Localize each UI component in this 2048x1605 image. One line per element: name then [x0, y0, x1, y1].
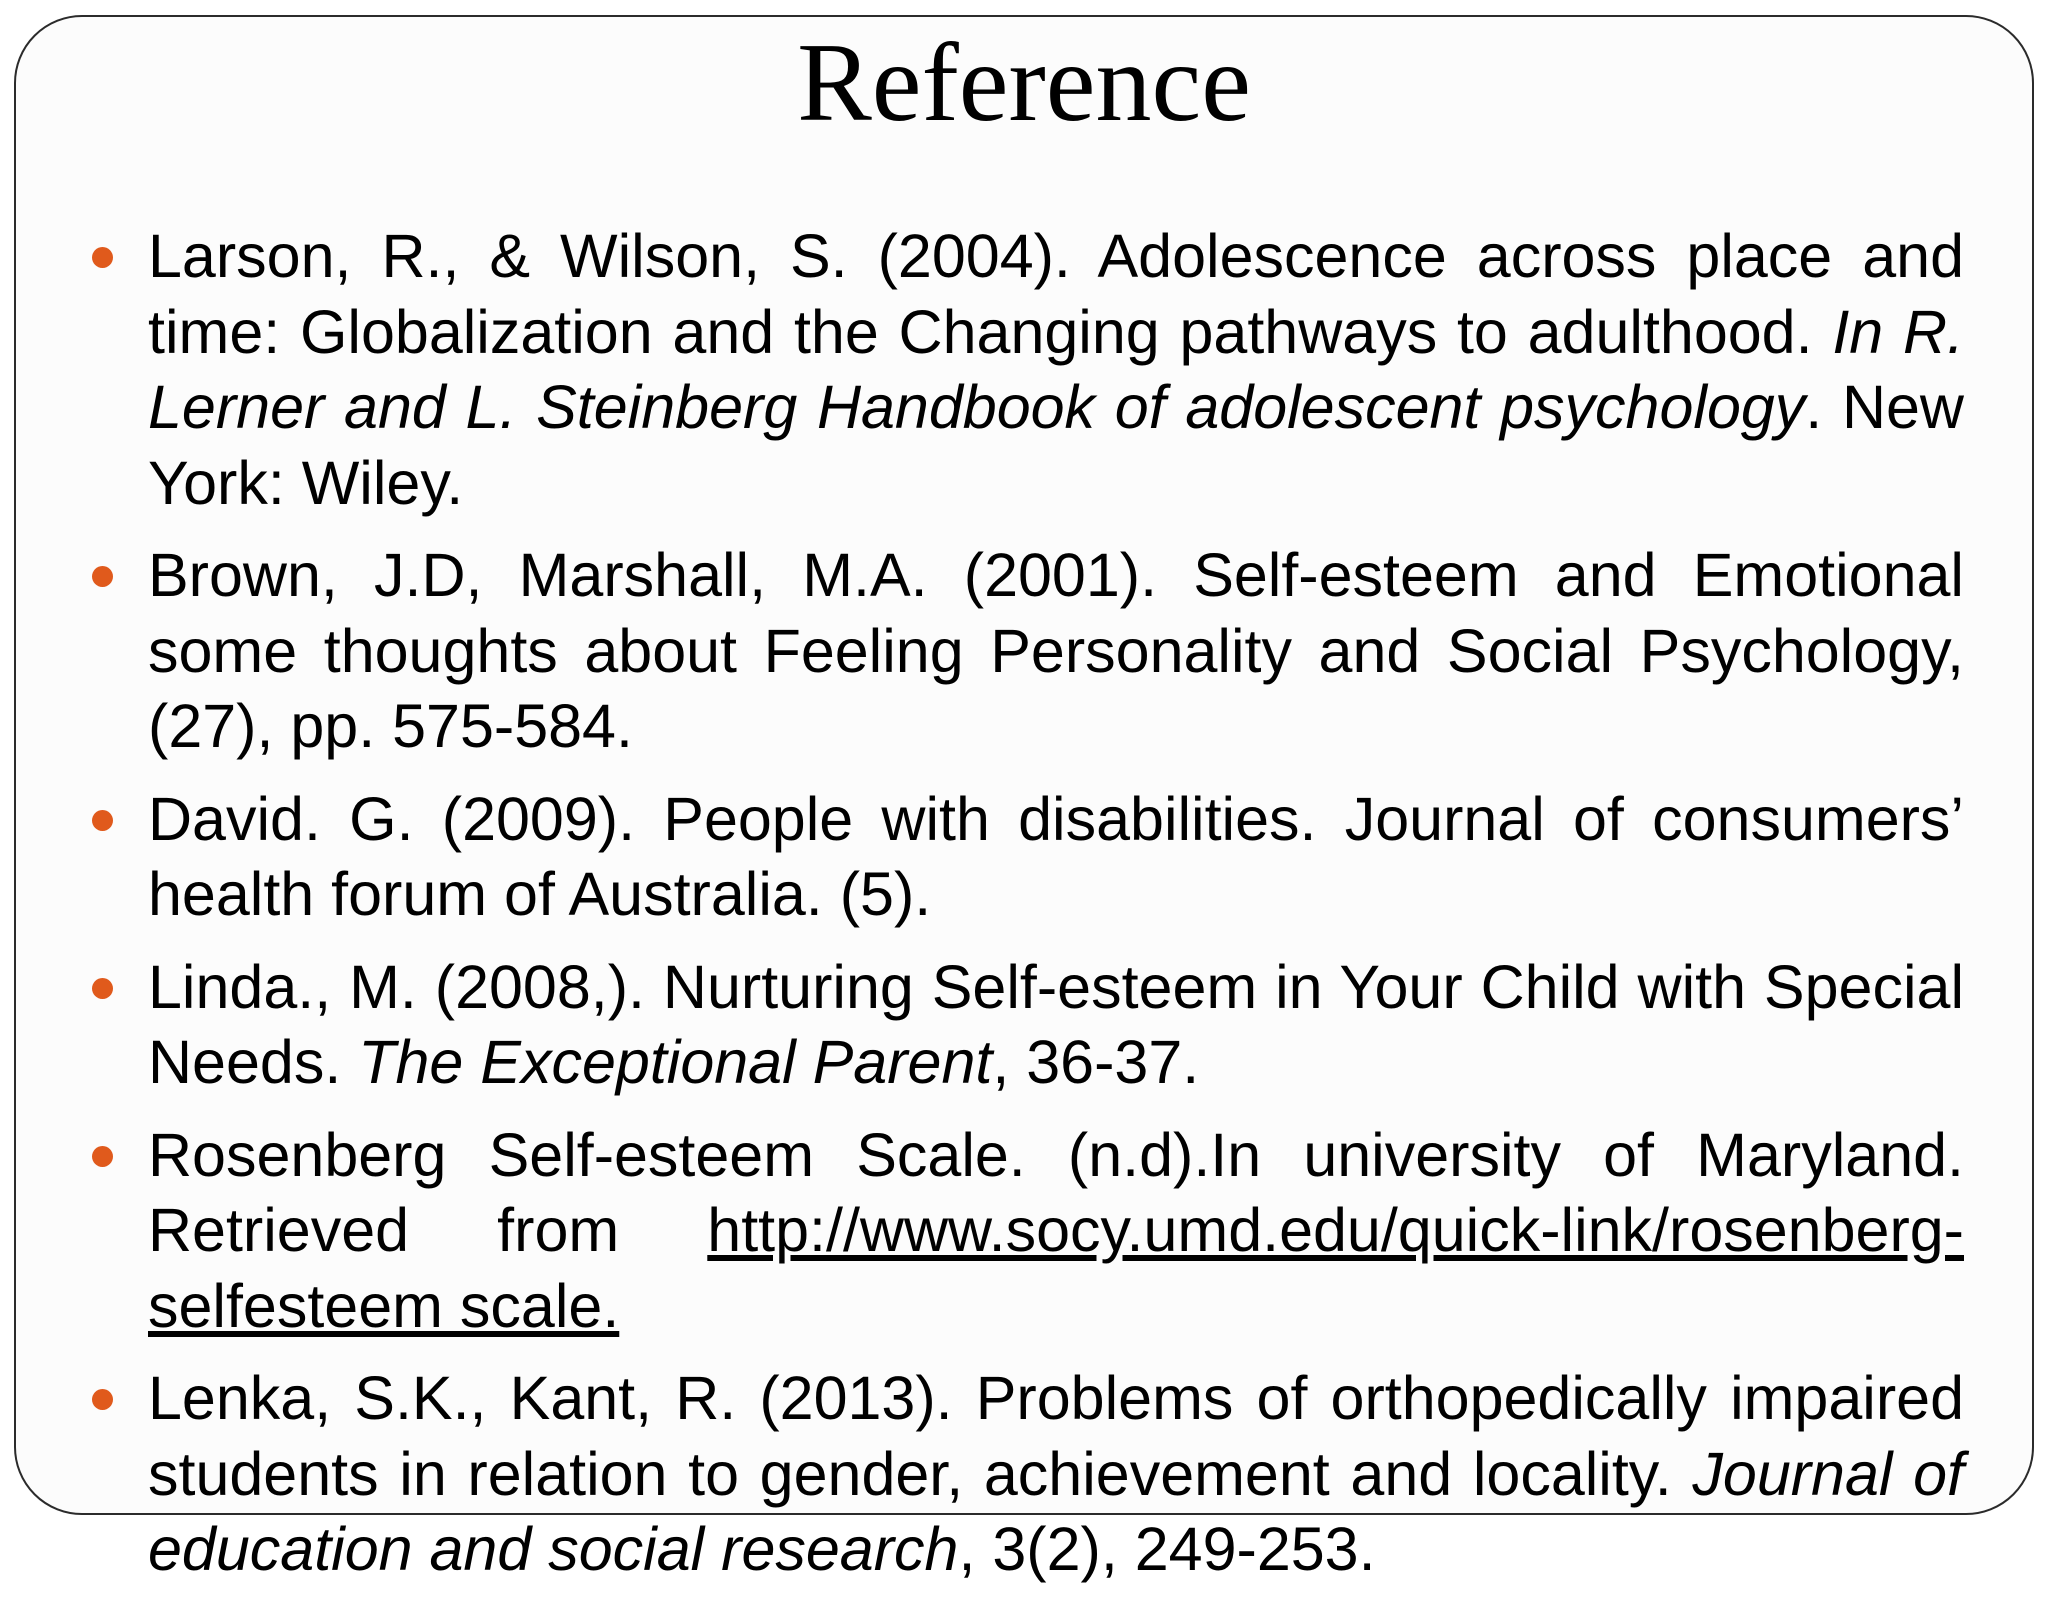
reference-list	[0, 219, 2048, 1605]
reference-text: , 36-37.	[992, 1028, 1200, 1096]
reference-item	[148, 219, 1964, 521]
bullet-dot-icon	[92, 247, 113, 268]
reference-text: Larson, R., & Wilson, S. (2004). Adolescence across place and time: Globalization and the Changing pathways to adulthood.	[148, 222, 1964, 366]
reference-text: . New York: Wiley.	[148, 373, 1964, 517]
reference-text: , 3(2), 249-253.	[958, 1515, 1376, 1583]
reference-text: Lenka, S.K., Kant, R. (2013). Problems of orthopedically impaired students in relation to gender, achievement and locality.	[148, 1364, 1964, 1508]
reference-text: In R. Lerner and L. Steinberg Handbook of adolescent psychology	[148, 297, 1964, 441]
bullet-dot-icon	[92, 978, 113, 999]
reference-text: The Exceptional Parent	[358, 1028, 993, 1096]
reference-text: Linda., M. (2008,). Nurturing Self-esteem in Your Child with Special Needs.	[148, 952, 1964, 1096]
bullet-dot-icon	[92, 1389, 113, 1410]
reference-item	[148, 782, 1964, 933]
reference-text: Rosenberg Self-esteem Scale. (n.d).In university of Maryland. Retrieved from	[148, 1120, 1964, 1264]
bullet-dot-icon	[92, 566, 113, 587]
reference-text: Journal of education and social research	[148, 1439, 1964, 1583]
reference-text: David. G. (2009). People with disabilities. Journal of consumers’ health forum of Australia. (5).	[148, 784, 1964, 928]
bullet-dot-icon	[92, 1146, 113, 1167]
reference-text: Brown, J.D, Marshall, M.A. (2001). Self-esteem and Emotional some thoughts about Feeling Personality and Social Psychology, (27), pp. 575-584.	[148, 541, 1964, 760]
reference-item	[148, 1361, 1964, 1588]
reference-item	[148, 950, 1964, 1101]
slide-title: Reference	[797, 21, 1251, 145]
reference-link[interactable]: http://www.socy.umd.edu/quick-link/rosenberg-selfesteem scale.	[148, 1196, 1964, 1340]
reference-item	[148, 1118, 1964, 1345]
bullet-dot-icon	[92, 810, 113, 831]
reference-item	[148, 538, 1964, 765]
